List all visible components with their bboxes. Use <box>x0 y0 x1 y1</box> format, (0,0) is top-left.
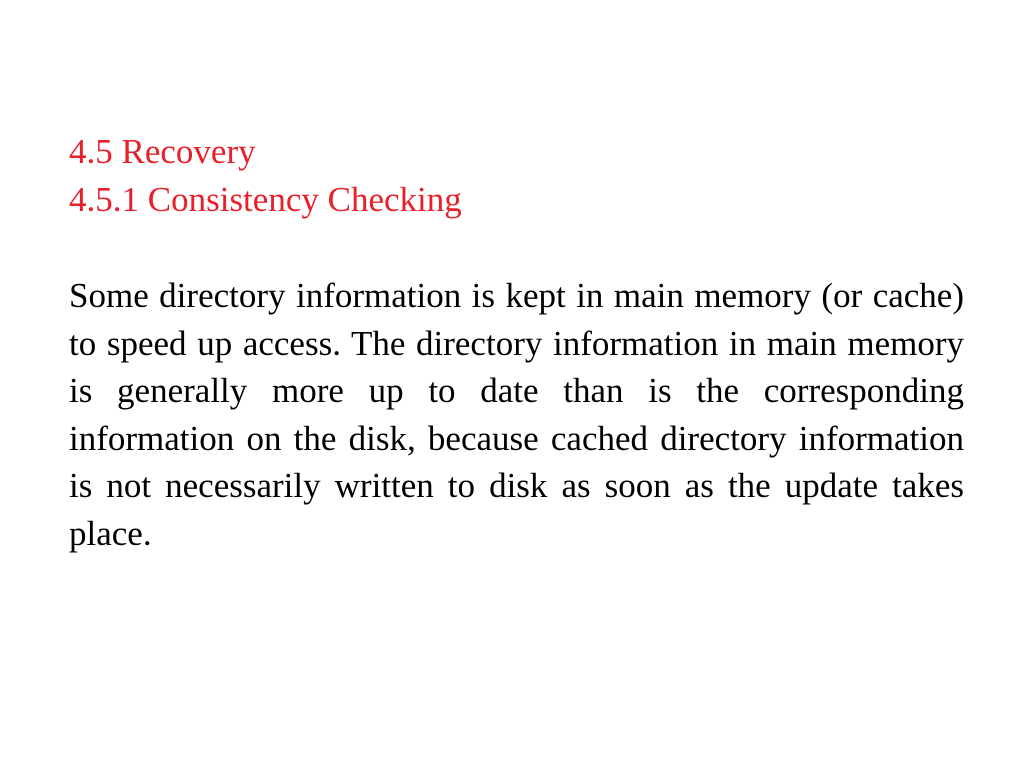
subsection-heading: 4.5.1 Consistency Checking <box>69 180 462 219</box>
body-paragraph: Some directory information is kept in main memory (or cache) to speed up access. The directory information in main memory is generally more up to date than is the corresponding information on the disk, because cached directory information is not necessarily written to disk as soon as the update takes place. <box>69 276 964 553</box>
slide-headings <box>69 128 965 224</box>
section-heading: 4.5 Recovery <box>69 132 256 171</box>
